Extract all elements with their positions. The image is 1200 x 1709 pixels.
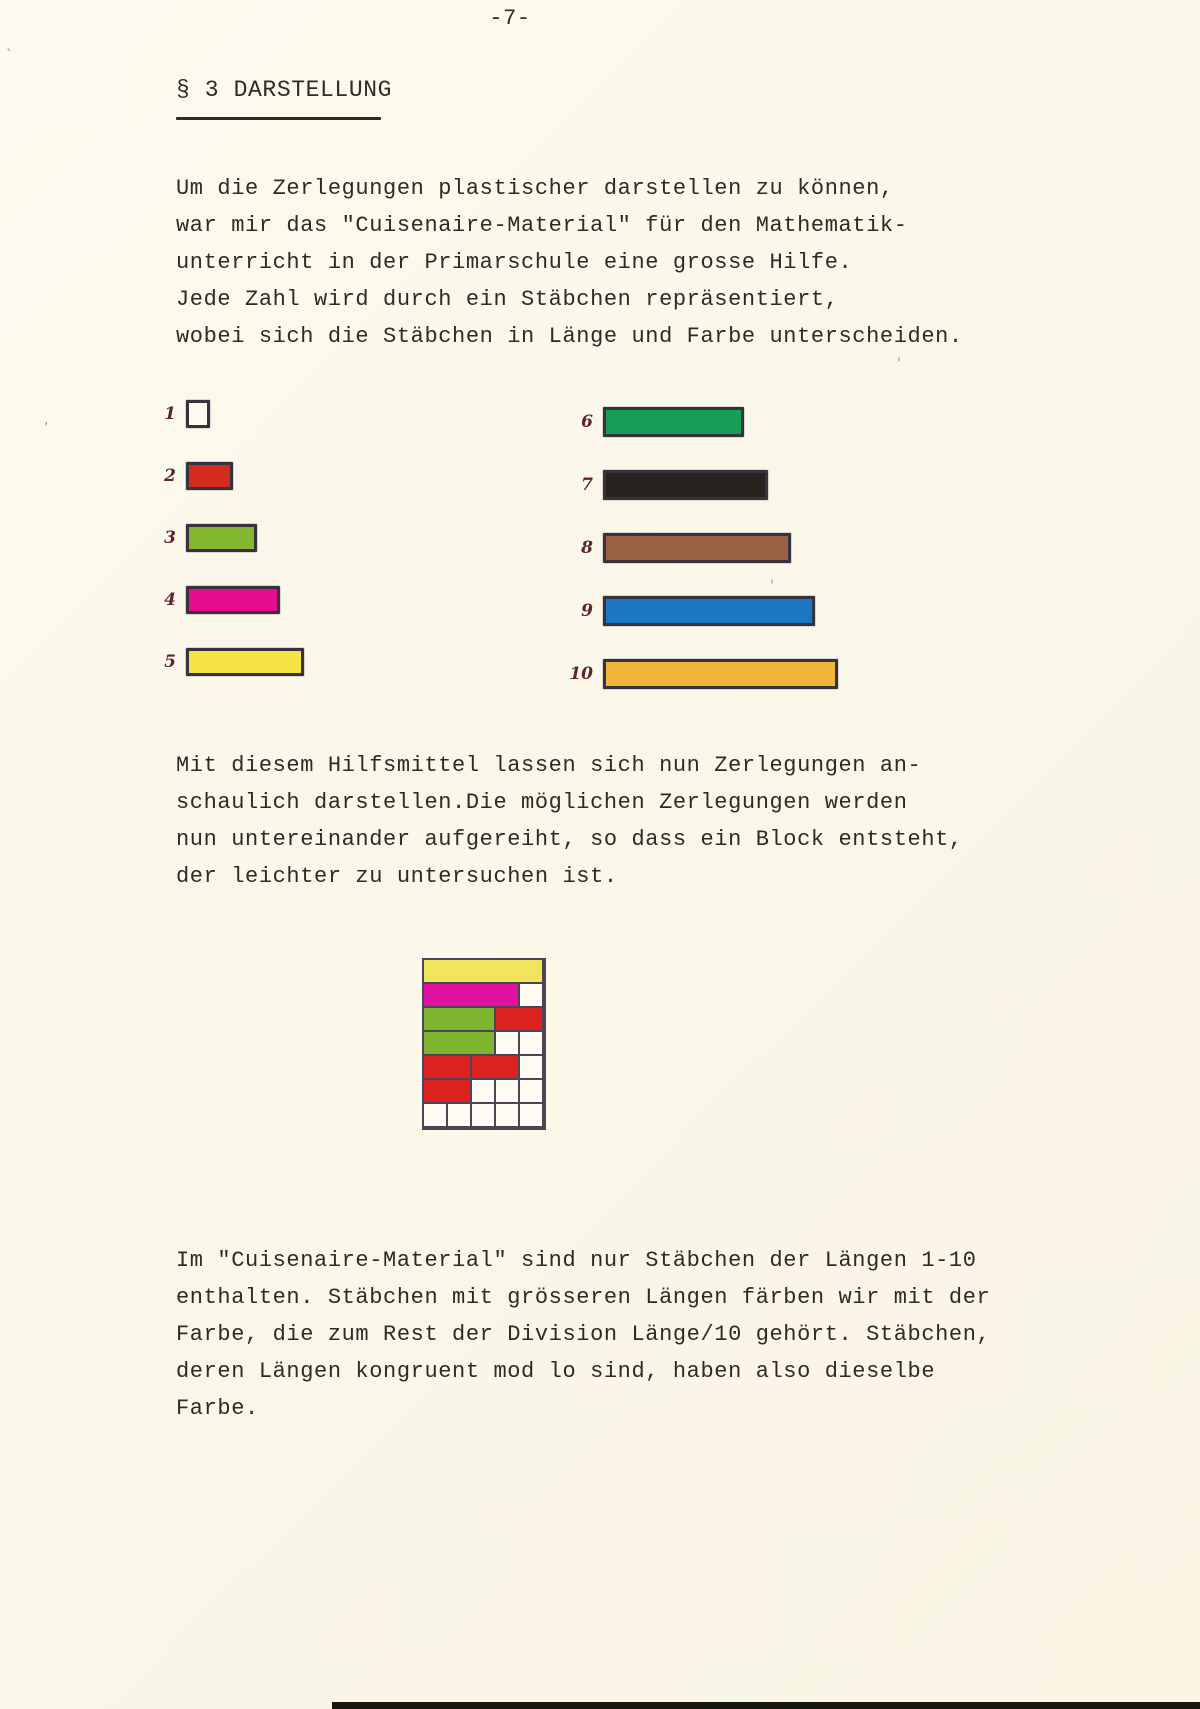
unit-cell: [496, 1080, 520, 1104]
block-rod-3: [424, 1008, 496, 1032]
rod-row-10: [545, 642, 838, 705]
text-line: unterricht in der Primarschule eine grosse Hilfe.: [176, 250, 853, 275]
paragraph-middle: [176, 747, 963, 895]
rod-label: 10: [569, 663, 593, 684]
rod-row-1: [140, 383, 304, 445]
cuisenaire-rod-10: [603, 659, 838, 689]
text-line: enthalten. Stäbchen mit grösseren Längen färben wir mit der: [176, 1285, 991, 1310]
scan-bottom-edge: [332, 1702, 1200, 1709]
block-rod-2: [472, 1056, 520, 1080]
rod-row-9: [545, 579, 838, 642]
paragraph-bottom: [176, 1242, 990, 1427]
text-line: Mit diesem Hilfsmittel lassen sich nun Zerlegungen an-: [176, 753, 922, 778]
paragraph-intro: [176, 170, 963, 355]
rod-row-3: [140, 507, 304, 569]
text-line: Im "Cuisenaire-Material" sind nur Stäbchen der Längen 1-10: [176, 1248, 977, 1273]
section-heading: § 3 DARSTELLUNG: [176, 77, 393, 103]
rod-label: 1: [164, 404, 176, 424]
text-line: deren Längen kongruent mod lo sind, haben also dieselbe: [176, 1359, 936, 1384]
unit-cell: [520, 984, 544, 1008]
cuisenaire-rod-1: [186, 400, 210, 428]
partition-row-3: [424, 1008, 544, 1032]
scan-artifact: `: [6, 48, 13, 64]
text-line: Um die Zerlegungen plastischer darstellen zu können,: [176, 176, 894, 201]
partition-row-6: [424, 1080, 544, 1104]
scan-artifact: ,: [44, 412, 49, 428]
text-line: war mir das "Cuisenaire-Material" für den Mathematik-: [176, 213, 908, 238]
rod-label: 6: [581, 411, 593, 432]
cuisenaire-rod-6: [603, 407, 744, 437]
rod-label: 3: [164, 528, 176, 548]
block-rod-2: [424, 1056, 472, 1080]
partition-row-2: [424, 984, 544, 1008]
text-line: schaulich darstellen.Die möglichen Zerlegungen werden: [176, 790, 908, 815]
block-rod-2: [424, 1080, 472, 1104]
cuisenaire-rod-2: [186, 462, 233, 490]
rod-row-4: [140, 569, 304, 631]
text-line: Jede Zahl wird durch ein Stäbchen repräsentiert,: [176, 287, 839, 312]
unit-cell: [520, 1056, 544, 1080]
page-number: -7-: [489, 6, 531, 31]
unit-cell: [424, 1104, 448, 1128]
block-rod-2: [496, 1008, 544, 1032]
rod-row-2: [140, 445, 304, 507]
text-line: der leichter zu untersuchen ist.: [176, 864, 618, 889]
text-line: wobei sich die Stäbchen in Länge und Farbe unterscheiden.: [176, 324, 963, 349]
rod-label: 7: [581, 474, 593, 495]
cuisenaire-rod-5: [186, 648, 304, 676]
text-line: Farbe, die zum Rest der Division Länge/10 gehört. Stäbchen,: [176, 1322, 991, 1347]
unit-cell: [520, 1032, 544, 1056]
block-rod-4: [424, 984, 520, 1008]
rod-column-6-10: [545, 390, 838, 705]
partition-row-4: [424, 1032, 544, 1056]
unit-cell: [472, 1080, 496, 1104]
rod-row-7: [545, 453, 838, 516]
cuisenaire-rod-3: [186, 524, 257, 552]
scan-artifact: ': [897, 356, 901, 372]
cuisenaire-rod-9: [603, 596, 815, 626]
rod-label: 8: [581, 537, 593, 558]
rod-label: 4: [164, 590, 176, 610]
cuisenaire-rod-4: [186, 586, 280, 614]
unit-cell: [496, 1104, 520, 1128]
rod-label: 9: [581, 600, 593, 621]
scan-artifact: ': [770, 578, 774, 594]
heading-underline: [176, 117, 381, 120]
block-rod-3: [424, 1032, 496, 1056]
rod-row-8: [545, 516, 838, 579]
unit-cell: [496, 1032, 520, 1056]
unit-cell: [520, 1104, 544, 1128]
rod-label: 2: [164, 466, 176, 486]
unit-cell: [472, 1104, 496, 1128]
partition-row-5: [424, 1056, 544, 1080]
rod-column-1-5: [140, 383, 304, 693]
partition-row-1: [424, 960, 544, 984]
text-line: Farbe.: [176, 1396, 259, 1421]
text-line: nun untereinander aufgereiht, so dass ein Block entsteht,: [176, 827, 963, 852]
rod-row-5: [140, 631, 304, 693]
unit-cell: [448, 1104, 472, 1128]
cuisenaire-rod-8: [603, 533, 791, 563]
partition-row-7: [424, 1104, 544, 1128]
partition-block-diagram: [422, 958, 546, 1130]
rod-label: 5: [164, 652, 176, 672]
rod-row-6: [545, 390, 838, 453]
cuisenaire-rod-7: [603, 470, 768, 500]
unit-cell: [520, 1080, 544, 1104]
block-rod-5: [424, 960, 544, 984]
